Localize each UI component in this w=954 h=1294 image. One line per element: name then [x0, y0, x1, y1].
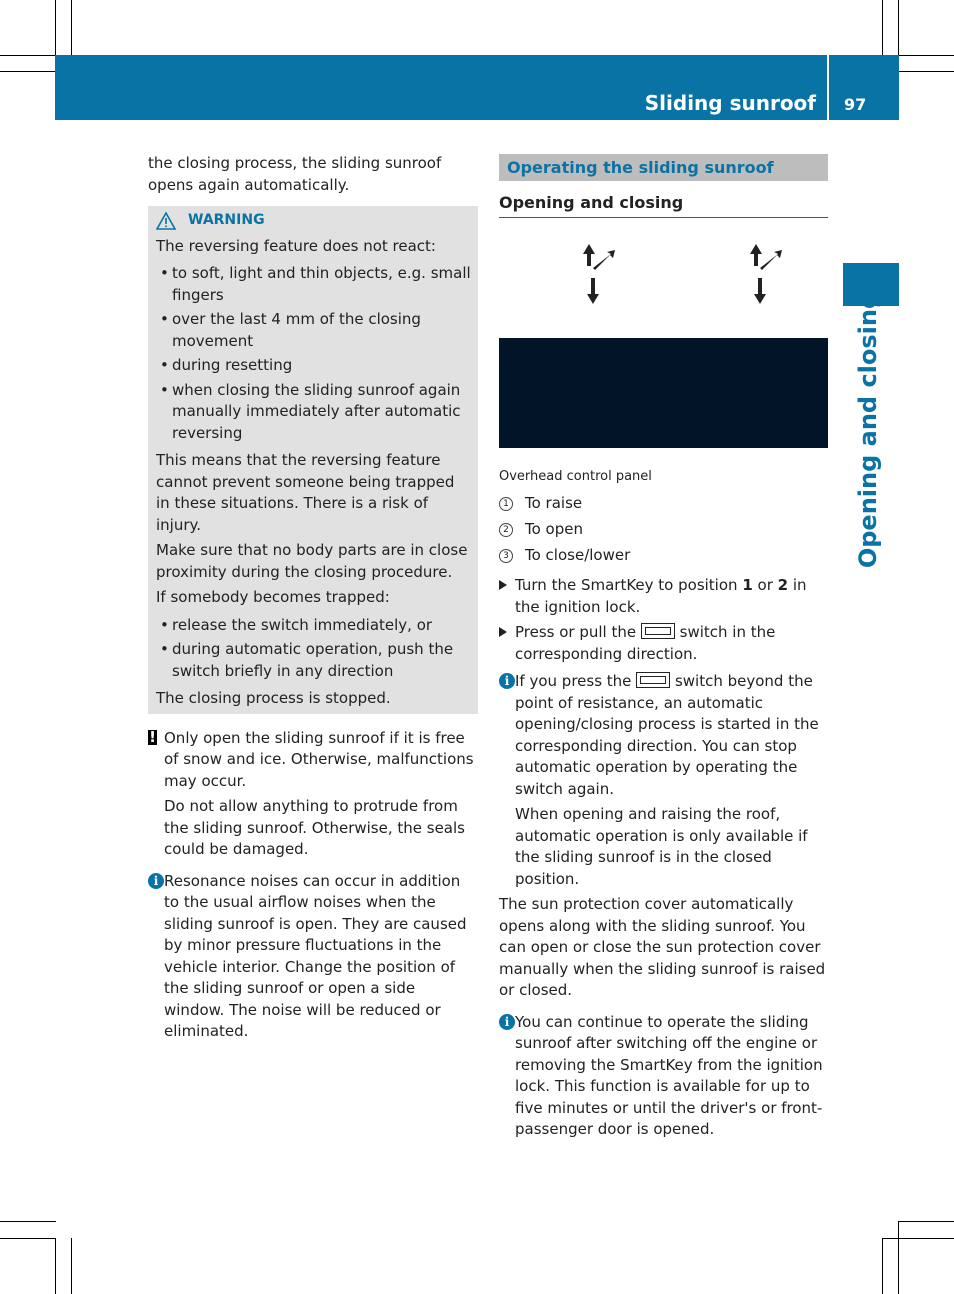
caution-text: Do not allow anything to protrude from the sliding sunroof. Otherwise, the seals could be damaged.: [164, 797, 465, 858]
info-note: [499, 1012, 828, 1141]
instruction-step: [499, 575, 828, 618]
warning-bullet-list: [156, 263, 472, 444]
step-arrow-icon: [499, 580, 507, 590]
warning-paragraph: The closing process is stopped.: [156, 689, 391, 707]
callout-item: [499, 517, 828, 543]
arrows-right-icon: [744, 242, 786, 308]
crop-mark: [0, 55, 56, 56]
page-number: 97: [844, 95, 867, 114]
crop-mark: [898, 71, 954, 72]
callout-number: 3: [499, 549, 513, 563]
info-text: Resonance noises can occur in addition to the usual airflow noises when the sliding sunroof is open. They are caused by minor pressure fluctuations in the vehicle interior. Change the position of the sliding sunroof or open a side window. The noise will be reduced or eliminated.: [164, 871, 467, 1040]
callout-item: [499, 543, 828, 569]
callout-text: To open: [525, 520, 583, 539]
step-text: [515, 622, 828, 665]
callout-list: [499, 491, 828, 569]
crop-mark: [898, 1221, 899, 1294]
info-icon: i: [148, 873, 164, 889]
header-bar: [55, 55, 899, 120]
position-number: 2: [777, 576, 789, 594]
crop-mark: [71, 1238, 72, 1294]
crop-mark: [882, 1238, 954, 1239]
crop-mark: [882, 1238, 883, 1294]
crop-mark: [882, 0, 883, 56]
body-paragraph: The sun protection cover automatically opens along with the sliding sunroof. You can open or close the sun protection cover manually when the sliding sunroof is raised or closed.: [499, 895, 826, 999]
intro-text: the closing process, the sliding sunroof opens again automatically.: [148, 154, 442, 194]
sunroof-switch-icon: [636, 672, 670, 688]
callout-text: To close/lower: [525, 546, 631, 565]
info-icon: i: [499, 673, 515, 689]
page-header-title: Sliding sunroof: [644, 91, 816, 115]
callout-number: 1: [499, 497, 513, 511]
position-number: 1: [742, 576, 753, 594]
crop-mark: [55, 0, 56, 56]
list-item: • release the switch immediately, or: [156, 615, 472, 637]
info-note: [148, 871, 478, 1043]
step-arrow-icon: [499, 627, 507, 637]
list-item: • during automatic operation, push the switch briefly in any direction: [156, 639, 472, 682]
list-item: • when closing the sliding sunroof again manually immediately after automatic reversing: [156, 380, 472, 445]
instruction-step: [499, 622, 828, 665]
caution-note: [148, 728, 478, 861]
crop-mark: [55, 1238, 56, 1294]
warning-header: [156, 210, 472, 232]
figure-caption: Overhead control panel: [499, 468, 652, 484]
step-text: [515, 575, 828, 618]
left-column: [148, 153, 478, 1043]
header-divider: [827, 55, 829, 120]
warning-triangle-icon: [156, 212, 176, 230]
overhead-panel-figure: [499, 226, 828, 462]
arrows-left-icon: [577, 242, 619, 308]
subsection-heading: Opening and closing: [499, 192, 828, 218]
list-item: • over the last 4 mm of the closing movement: [156, 309, 472, 352]
step-text-part: switch in the corresponding direction.: [515, 623, 776, 663]
section-heading: Operating the sliding sunroof: [499, 154, 828, 181]
right-column: [499, 154, 828, 1141]
warning-paragraph: Make sure that no body parts are in close proximity during the closing procedure.: [156, 541, 468, 581]
crop-mark: [898, 1221, 954, 1222]
list-item: • to soft, light and thin objects, e.g. small fingers: [156, 263, 472, 306]
info-text: You can continue to operate the sliding sunroof after switching off the engine or removing the SmartKey from the ignition lock. This function is available for up to five minutes or until the driver's or front-passenger door is opened.: [515, 1012, 823, 1138]
crop-mark: [898, 0, 899, 56]
crop-mark: [71, 0, 72, 56]
callout-number: 2: [499, 523, 513, 537]
info-note: [499, 671, 828, 890]
step-text-part: or: [752, 576, 778, 594]
crop-mark: [0, 71, 56, 72]
info-text-part: switch beyond the point of resistance, an automatic opening/closing process is started in the corresponding direction. You can stop automatic operation by operating the switch again.: [515, 672, 819, 798]
warning-box: [148, 206, 478, 714]
warning-paragraph: If somebody becomes trapped:: [156, 588, 390, 606]
warning-lead: The reversing feature does not react:: [156, 236, 436, 255]
step-text-part: in the ignition lock.: [515, 576, 807, 616]
control-panel-image: [499, 338, 828, 448]
exclamation-icon: !: [149, 727, 156, 746]
callout-text: To raise: [525, 494, 583, 513]
info-text-part: If you press the: [515, 672, 637, 690]
caution-text: Only open the sliding sunroof if it is free of snow and ice. Otherwise, malfunctions may occur.: [164, 728, 474, 790]
step-text-part: Turn the SmartKey to position: [515, 576, 743, 594]
step-text-part: Press or pull the: [515, 623, 641, 641]
info-text: [515, 671, 828, 800]
warning-paragraph: This means that the reversing feature cannot prevent someone being trapped in these situations. There is a risk of injury.: [156, 451, 455, 534]
sunroof-switch-icon: [641, 623, 675, 639]
warning-bullet-list-2: [156, 615, 472, 683]
info-icon: i: [499, 1014, 515, 1030]
chapter-side-title: Opening and closing: [854, 291, 882, 569]
crop-mark: [0, 1238, 56, 1239]
list-item: • during resetting: [156, 355, 472, 377]
callout-item: [499, 491, 828, 517]
warning-label: WARNING: [188, 212, 265, 228]
info-text: When opening and raising the roof, automatic operation is only available if the sliding sunroof is in the closed position.: [515, 805, 808, 888]
crop-mark: [898, 55, 954, 56]
crop-mark: [0, 1221, 56, 1222]
